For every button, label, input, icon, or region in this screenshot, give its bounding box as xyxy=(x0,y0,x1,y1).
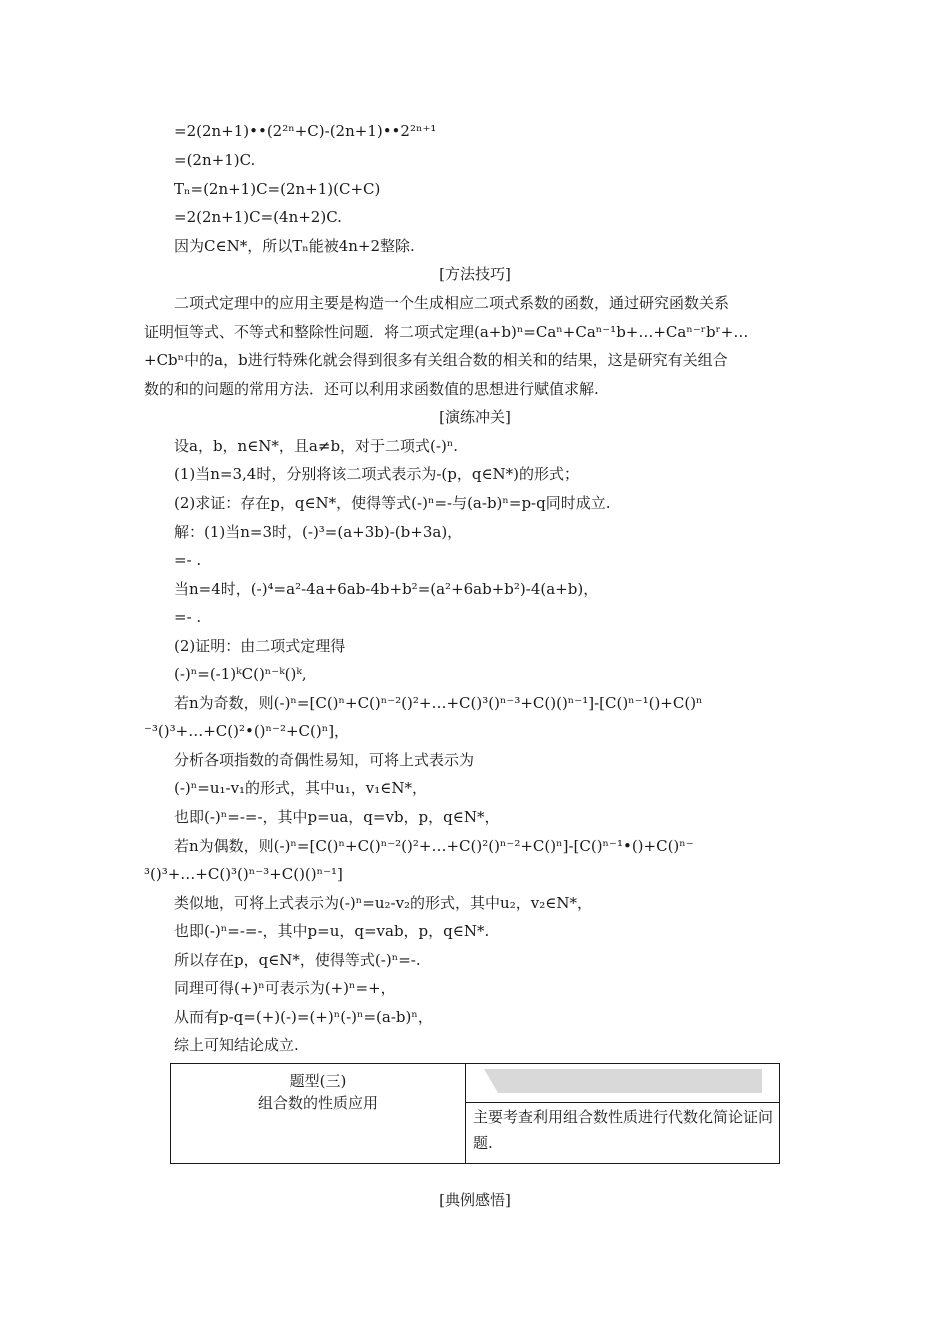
text-line: 综上可知结论成立. xyxy=(174,1036,299,1054)
text-line: 分析各项指数的奇偶性易知，可将上式表示为 xyxy=(174,751,475,769)
text-line: 证明恒等式、不等式和整除性问题．将二项式定理(a+b)ⁿ=Caⁿ+Caⁿ⁻¹b+…+Caⁿ⁻ʳbʳ+… xyxy=(144,323,749,341)
banner-shape xyxy=(484,1069,762,1093)
text-line: =(2n+1)C. xyxy=(174,151,256,169)
banner-fill xyxy=(484,1069,762,1093)
section-heading: [演练冲关] xyxy=(439,408,511,426)
text-line: =- . xyxy=(174,608,202,626)
text-line: (-)ⁿ=u₁-v₁的形式，其中u₁，v₁∈N*， xyxy=(174,779,427,797)
text-line: 解：(1)当n=3时，(-)³=(a+3b)-(b+3a)， xyxy=(174,523,463,541)
table-left-cell xyxy=(171,1064,465,1163)
table-description: 主要考查利用组合数性质进行代数化简论证问题. xyxy=(473,1108,774,1152)
table-divider xyxy=(465,1102,779,1103)
text-line: 所以存在p，q∈N*，使得等式(-)ⁿ=-. xyxy=(174,951,421,969)
table-subtitle: 组合数的性质应用 xyxy=(257,1094,378,1112)
text-line: 数的和的问题的常用方法．还可以利用求函数值的思想进行赋值求解. xyxy=(144,380,599,398)
text-line: (2)求证：存在p，q∈N*，使得等式(-)ⁿ=-与(a-b)ⁿ=p-q同时成立. xyxy=(174,494,611,512)
text-line: 若n为奇数，则(-)ⁿ=[C()ⁿ+C()ⁿ⁻²()²+…+C()³()ⁿ⁻³+C()()ⁿ⁻¹]-[C()ⁿ⁻¹()+C()ⁿ xyxy=(174,694,703,712)
text-line: 也即(-)ⁿ=-=-，其中p=ua，q=vb，p，q∈N*， xyxy=(174,808,500,826)
text-line: (1)当n=3,4时，分别将该二项式表示为-(p，q∈N*)的形式； xyxy=(174,465,580,483)
text-line: 也即(-)ⁿ=-=-，其中p=u，q=vab，p，q∈N*. xyxy=(174,922,490,940)
text-line: ³()³+…+C()³()ⁿ⁻³+C()()ⁿ⁻¹] xyxy=(144,865,343,883)
text-line: =2(2n+1)C=(4n+2)C. xyxy=(174,208,342,226)
table-divider xyxy=(465,1064,466,1163)
table-title: 题型(三) xyxy=(289,1072,347,1090)
section-heading: [典例感悟] xyxy=(439,1191,511,1209)
text-line: (-)ⁿ=(-1)ᵏC()ⁿ⁻ᵏ()ᵏ, xyxy=(174,665,307,683)
text-line: 若n为偶数，则(-)ⁿ=[C()ⁿ+C()ⁿ⁻²()²+…+C()²()ⁿ⁻²+C()ⁿ]-[C()ⁿ⁻¹•()+C()ⁿ⁻ xyxy=(174,837,694,855)
section-heading: [方法技巧] xyxy=(439,265,511,283)
text-line: 因为C∈N*，所以Tₙ能被4n+2整除. xyxy=(174,237,415,255)
text-line: +Cbⁿ中的a，b进行特殊化就会得到很多有关组合数的相关和的结果，这是研究有关组合 xyxy=(144,351,728,369)
text-line: (2)证明：由二项式定理得 xyxy=(174,637,346,655)
text-line: =- . xyxy=(174,551,202,569)
text-line: 同理可得(+)ⁿ可表示为(+)ⁿ=+， xyxy=(174,979,396,997)
text-line: 二项式定理中的应用主要是构造一个生成相应二项式系数的函数，通过研究函数关系 xyxy=(174,294,730,312)
text-line: =2(2n+1)••(2²ⁿ+C)-(2n+1)••2²ⁿ⁺¹ xyxy=(174,122,437,140)
text-line: Tₙ=(2n+1)C=(2n+1)(C+C) xyxy=(174,180,381,198)
text-line: 从而有p-q=(+)(-)=(+)ⁿ(-)ⁿ=(a-b)ⁿ， xyxy=(174,1008,433,1026)
text-line: 当n=4时，(-)⁴=a²-4a+6ab-4b+b²=(a²+6ab+b²)-4(a+b)， xyxy=(174,580,599,598)
text-line: 设a，b，n∈N*，且a≠b，对于二项式(-)ⁿ. xyxy=(174,437,459,455)
text-line: ⁻³()³+…+C()²•()ⁿ⁻²+C()ⁿ]， xyxy=(144,722,350,740)
text-line: 类似地，可将上式表示为(-)ⁿ=u₂-v₂的形式，其中u₂，v₂∈N*， xyxy=(174,894,592,912)
